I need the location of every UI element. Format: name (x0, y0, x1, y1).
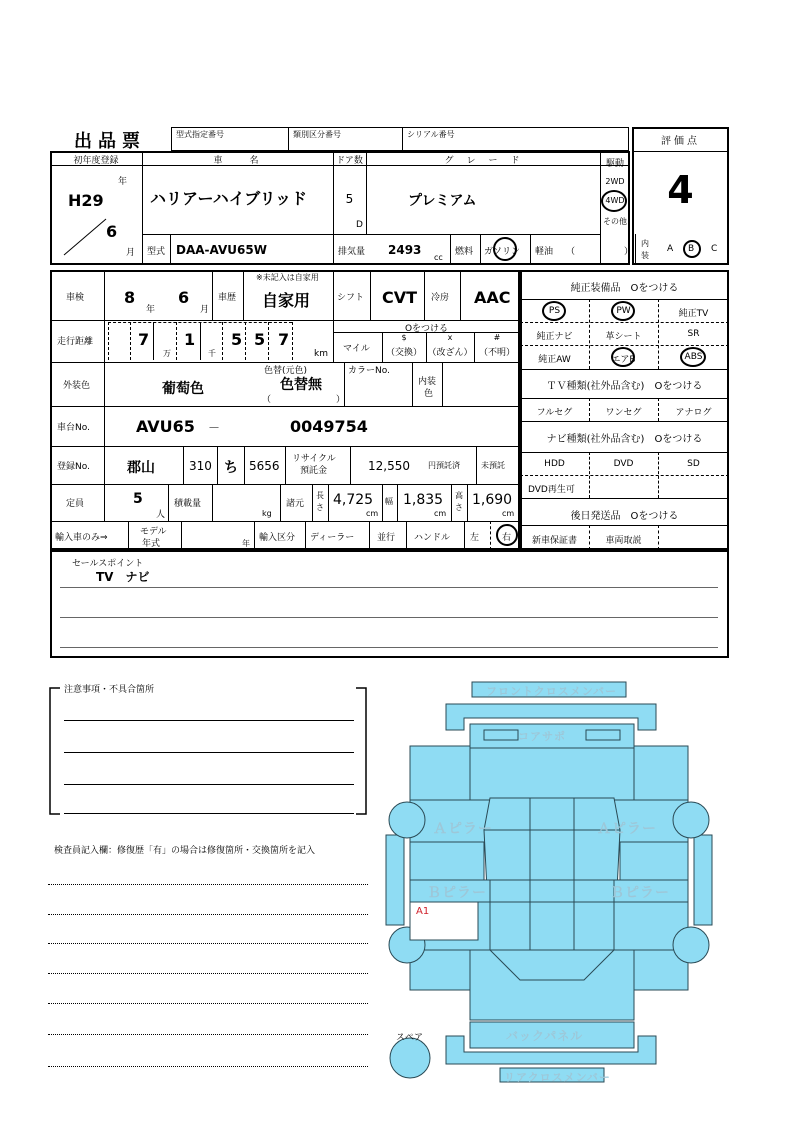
type-no-label: 型式指定番号 (176, 130, 224, 139)
handle-right-circle (496, 524, 518, 546)
front-cross-label: フロントクロスメンバー (486, 685, 618, 698)
hood-area (470, 748, 634, 804)
equip-abs: ABS (684, 352, 703, 362)
history-value: 自家用 (262, 291, 311, 310)
door-label: ドア数 (336, 156, 363, 166)
inspector-label: 検査員記入欄：修復歴「有」の場合は修復箇所・交換箇所を記入 (54, 846, 316, 856)
unknown-option: （不明） (478, 348, 515, 358)
wheel-rear-right (673, 927, 709, 963)
equip-sr: SR (687, 329, 700, 339)
model-label: 型式 (147, 247, 166, 257)
score-label: 評価点 (661, 136, 700, 147)
drive-4wd: 4WD (605, 196, 625, 205)
later-title: 後日発送品 Oをつける (570, 511, 679, 522)
interior-grade-b: B (688, 244, 695, 254)
b-pillar-right-label: Ｂピラー (610, 885, 670, 901)
sales-point-box (50, 550, 729, 658)
import-label: 輸入車のみ⇒ (55, 533, 108, 543)
height-value: 1,690 (472, 492, 513, 508)
equip-airbag: エアB (611, 355, 636, 365)
reg-kana: ち (224, 460, 238, 476)
dealer-option: ディーラー (310, 533, 355, 543)
damage-mark: A1 (416, 906, 430, 917)
mileage-digit-2: 1 (184, 330, 196, 349)
sales-point-label: セールスポイント (72, 559, 144, 569)
drive-label: 駆動 (605, 159, 624, 169)
navi-title: ナビ種類(社外品含む) Oをつける (546, 434, 703, 445)
equip-abs-circle (680, 347, 706, 367)
first-reg-year: H29 (68, 191, 104, 210)
defects-label: 注意事項・不具合箇所 (64, 685, 155, 695)
history-label: 車歴 (218, 293, 237, 303)
handle-right: 右 (502, 533, 512, 543)
class-no-label: 類別区分番号 (293, 130, 341, 139)
equip-tv: 純正TV (678, 309, 709, 319)
a-pillar-right-label: Ａピラー (597, 821, 657, 837)
ext-color-value: 葡萄色 (162, 381, 204, 397)
spare-tire (390, 1038, 430, 1078)
exchange-option: （交換） (385, 348, 422, 358)
capacity-label: 定員 (66, 499, 85, 509)
handle-label: ハンドル (414, 533, 451, 543)
capacity-value: 5 (133, 491, 143, 507)
rear-quarter (470, 950, 634, 1020)
displacement-value: 2493 (388, 243, 422, 257)
handle-left: 左 (470, 533, 480, 543)
displacement-label: 排気量 (338, 247, 366, 257)
car-name-label: 車 名 (213, 156, 262, 166)
load-label: 積載量 (174, 499, 202, 509)
tamper-option: （改ざん） (427, 348, 473, 358)
reg-region: 郡山 (127, 460, 155, 476)
equip-aw: 純正AW (538, 355, 571, 365)
shift-value: CVT (382, 288, 418, 307)
first-reg-month: 6 (106, 222, 118, 241)
parallel-option: 並行 (377, 533, 396, 543)
equip-ps-circle (542, 301, 566, 321)
import-type-label: 輸入区分 (259, 533, 296, 543)
sales-point-text: TV ナビ (96, 570, 150, 584)
mileage-digit-5: 7 (278, 330, 290, 349)
ac-value: AAC (474, 288, 511, 307)
length-value: 4,725 (333, 492, 374, 508)
wheel-front-left (389, 802, 425, 838)
mileage-digit-4: 5 (254, 330, 266, 349)
chassis-prefix: AVU65 (136, 417, 195, 436)
diagonal-slash (60, 215, 110, 259)
reg-no-label: 登録No. (57, 462, 90, 472)
tv-title: ＴＶ種類(社外品含む) Oをつける (546, 381, 703, 392)
ac-label: 冷房 (431, 293, 450, 303)
form-title: 出品票 (74, 131, 146, 152)
chassis-no: 0049754 (290, 417, 368, 436)
fuel-gasoline: ガソリン (484, 247, 521, 257)
score-value: 4 (667, 168, 694, 212)
ext-color-label: 外装色 (63, 381, 91, 391)
drive-4wd-circle (601, 190, 627, 212)
shaken-month: 6 (178, 288, 190, 307)
grade-value: プレミアム (408, 193, 477, 209)
front-fender-left (410, 746, 470, 800)
mile-option: マイル (343, 344, 370, 354)
spare-label: スペア (396, 1033, 424, 1043)
color-change-value: 色替無 (280, 377, 322, 393)
side-sill-left (386, 835, 404, 925)
equip-leather: 革シート (605, 332, 642, 342)
side-sill-right (694, 835, 712, 925)
recycle-fee: 12,550 (368, 459, 410, 473)
grade-label: グ レ ー ド (444, 156, 522, 166)
back-panel-label: バックパネル (506, 1029, 584, 1043)
reg-number: 5656 (249, 459, 280, 473)
equipment-title: 純正装備品 Oをつける (570, 283, 679, 294)
a-pillar-left-label: Ａピラー (433, 821, 493, 837)
front-fender-right (634, 746, 688, 800)
mileage-label: 走行距離 (57, 337, 94, 347)
wheel-front-right (673, 802, 709, 838)
inspection-block (50, 270, 520, 550)
shift-label: シフト (337, 293, 365, 303)
door-count: 5 (345, 192, 354, 206)
color-no-label: カラーNo. (348, 366, 390, 376)
serial-label: シリアル番号 (407, 130, 455, 139)
b-pillar-left-label: Ｂピラー (427, 885, 487, 901)
core-support-label: コアサポ (518, 730, 566, 743)
car-name: ハリアーハイブリッド (150, 189, 307, 208)
equip-airbag-circle (611, 347, 635, 367)
fuel-label: 燃料 (455, 247, 474, 257)
equip-ps: PS (548, 306, 561, 316)
mileage-digit-3: 5 (231, 330, 243, 349)
first-reg-label: 初年度登録 (73, 156, 119, 166)
shaken-label: 車検 (66, 293, 85, 303)
equip-pw-circle (611, 301, 635, 321)
header-id-box (171, 127, 629, 151)
diesel-label: 軽油 (535, 247, 554, 257)
fuel-circle (493, 237, 517, 261)
model-value: DAA-AVU65W (176, 243, 267, 257)
mileage-digit-1: 7 (138, 330, 150, 349)
shaken-year: 8 (124, 288, 136, 307)
rear-cross-label: リアクロスメンバー (504, 1071, 611, 1084)
width-value: 1,835 (403, 492, 444, 508)
chassis-label: 車台No. (57, 423, 90, 433)
equip-navi: 純正ナビ (536, 332, 573, 342)
reg-class: 310 (189, 459, 212, 473)
equip-pw: PW (616, 306, 631, 316)
